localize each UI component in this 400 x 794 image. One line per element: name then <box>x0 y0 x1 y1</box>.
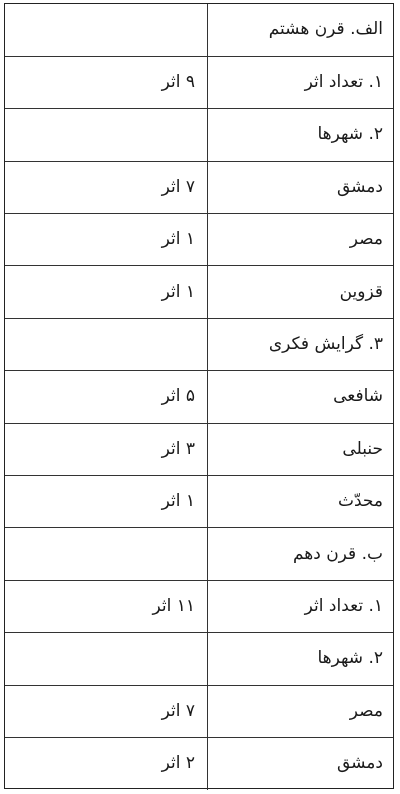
table-row <box>5 161 393 213</box>
table-row <box>5 56 393 108</box>
table-row <box>5 633 393 685</box>
row-label: ۱. تعداد اثر <box>208 56 394 108</box>
table-row <box>5 371 393 423</box>
row-label: شافعی <box>208 371 394 423</box>
row-label: قزوین <box>208 266 394 318</box>
row-label: الف. قرن هشتم <box>208 4 394 56</box>
row-value: ۷ اثر <box>5 161 208 213</box>
row-value: ۱ اثر <box>5 266 208 318</box>
row-label: مصر <box>208 214 394 266</box>
table-row <box>5 580 393 632</box>
row-label: ۱. تعداد اثر <box>208 580 394 632</box>
row-label: دمشق <box>208 737 394 789</box>
row-value: ۱ اثر <box>5 214 208 266</box>
data-table-frame <box>4 3 394 789</box>
row-label: مصر <box>208 685 394 737</box>
row-label: ۳. گرایش فکری <box>208 318 394 370</box>
row-value: ۱۱ اثر <box>5 580 208 632</box>
row-value: ۳ اثر <box>5 423 208 475</box>
table-row <box>5 685 393 737</box>
table-row <box>5 318 393 370</box>
row-value <box>5 4 208 56</box>
table-row <box>5 423 393 475</box>
row-value <box>5 109 208 161</box>
row-label: ۲. شهرها <box>208 633 394 685</box>
table-row <box>5 476 393 528</box>
table-row <box>5 214 393 266</box>
table-row <box>5 266 393 318</box>
table-row <box>5 528 393 580</box>
row-value: ۱ اثر <box>5 476 208 528</box>
row-value <box>5 528 208 580</box>
row-label: دمشق <box>208 161 394 213</box>
table-row <box>5 4 393 56</box>
row-value: ۲ اثر <box>161 753 195 774</box>
row-value: ۵ اثر <box>5 371 208 423</box>
row-value <box>5 633 208 685</box>
table-row <box>5 109 393 161</box>
row-label: ۲. شهرها <box>208 109 394 161</box>
row-value <box>5 318 208 370</box>
row-label: حنبلی <box>208 423 394 475</box>
row-value: ۹ اثر <box>5 56 208 108</box>
table-body <box>5 4 393 790</box>
row-label: ب. قرن دهم <box>208 528 394 580</box>
statistics-table <box>5 4 393 790</box>
row-label: محدّث <box>208 476 394 528</box>
row-value: ۷ اثر <box>5 685 208 737</box>
table-row <box>5 737 393 789</box>
